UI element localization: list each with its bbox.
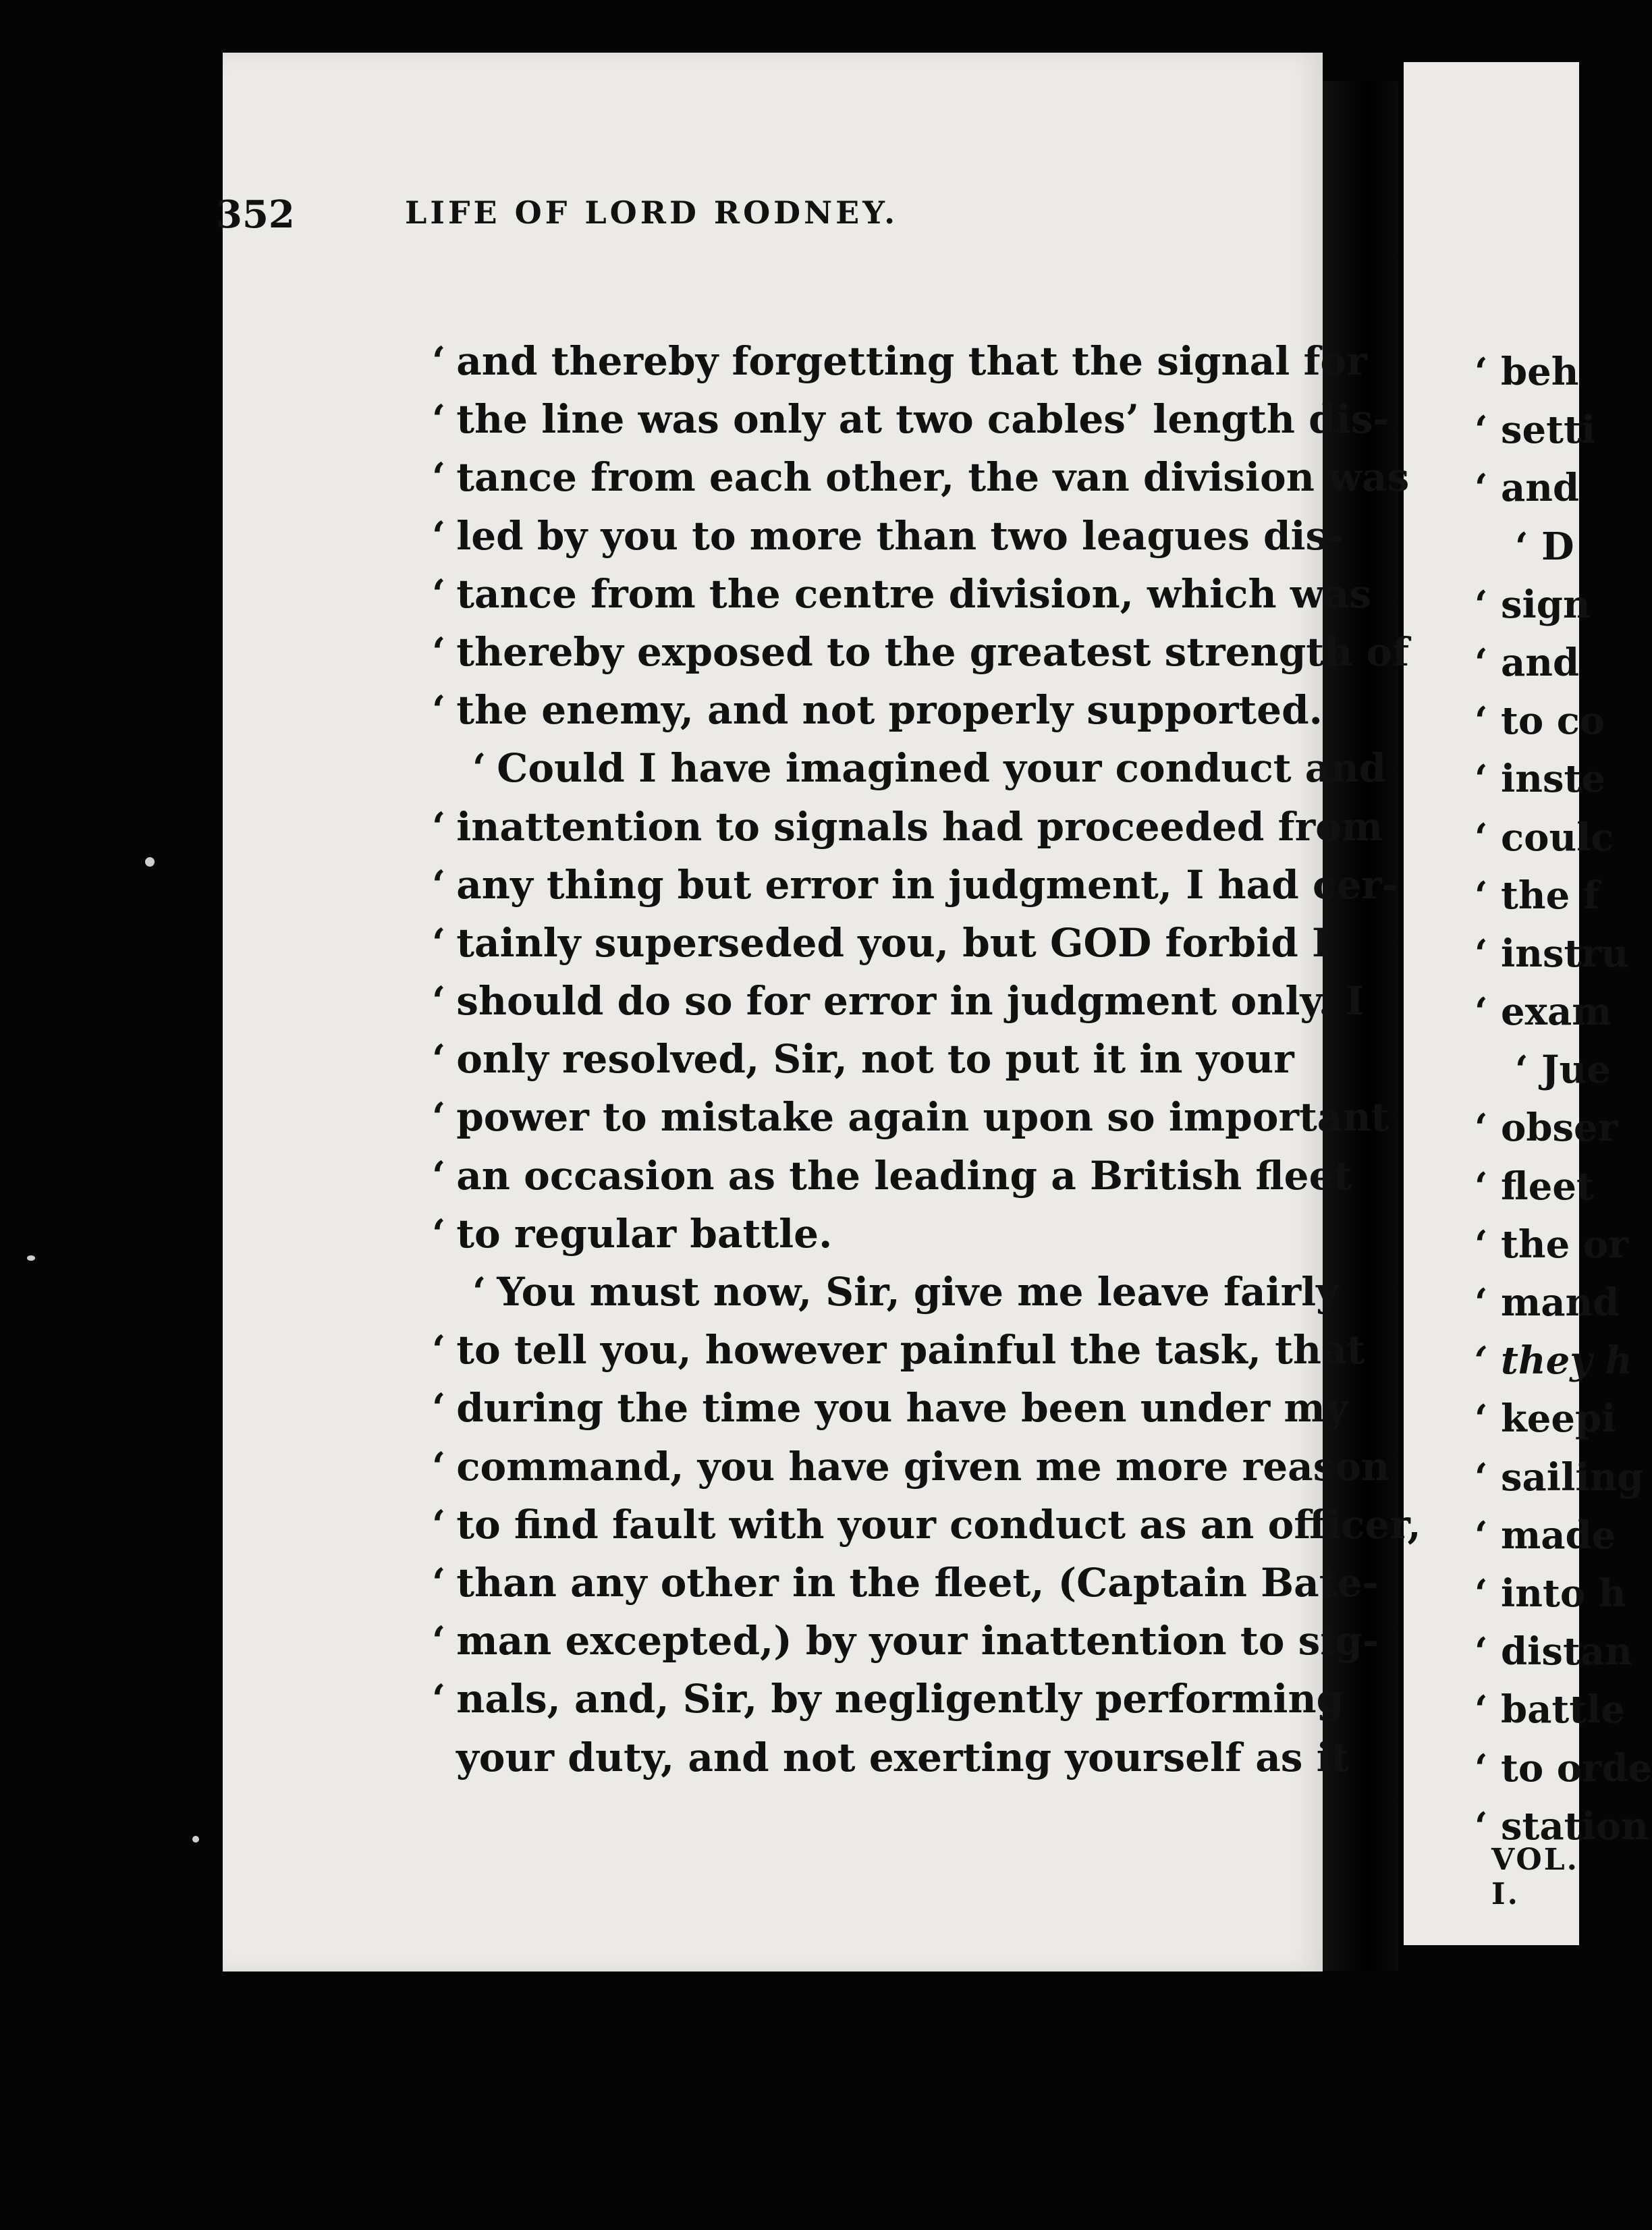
line-text: your duty, and not exerting yourself as it: [456, 1734, 1350, 1780]
line-text: inattention to signals had proceeded from: [456, 803, 1383, 850]
fragment-line: ‘ obser: [1475, 1106, 1618, 1151]
fragment-line: ‘ to orde: [1475, 1745, 1652, 1791]
text-line: ‘ to regular battle.: [432, 1205, 1255, 1263]
fragment-line: ‘ keepi: [1475, 1396, 1616, 1442]
fragment-line: ‘ mand: [1475, 1280, 1620, 1325]
fragment-line: ‘ exam: [1475, 989, 1612, 1035]
text-line: ‘ nals, and, Sir, by negligently performing: [432, 1670, 1255, 1728]
fragment-line: ‘ beh: [1475, 350, 1579, 394]
running-head: LIFE OF LORD RODNEY.: [405, 194, 899, 231]
text-line: ‘ than any other in the fleet, (Captain Bate-: [432, 1554, 1255, 1612]
line-text: to find fault with your conduct as an officer,: [456, 1501, 1421, 1548]
text-line: ‘ any thing but error in judgment, I had cer-: [432, 856, 1255, 914]
scan-speck: [192, 1836, 199, 1843]
line-text: tance from each other, the van division was: [456, 454, 1410, 501]
fragment-line: ‘ battle: [1475, 1687, 1626, 1733]
fragment-line: ‘ the or: [1475, 1222, 1628, 1267]
text-line: ‘ the enemy, and not properly supported.: [432, 681, 1255, 739]
text-line: ‘ should do so for error in judgment only. I: [432, 972, 1255, 1030]
left-page-body: [432, 332, 1421, 1787]
text-line: ‘ tainly superseded you, but GOD forbid I: [432, 914, 1255, 972]
line-text: thereby exposed to the greatest strength of: [456, 628, 1410, 675]
text-line: ‘ thereby exposed to the greatest strength of: [432, 623, 1255, 681]
line-text: to regular battle.: [456, 1210, 833, 1257]
text-line: ‘ You must now, Sir, give me leave fairly: [432, 1263, 1255, 1321]
fragment-line: ‘ sign: [1475, 582, 1591, 627]
line-text: any thing but error in judgment, I had cer-: [456, 861, 1398, 908]
scan-speck: [145, 857, 155, 867]
fragment-line: ‘ into h: [1475, 1571, 1626, 1616]
line-text: the line was only at two cables’ length dis-: [456, 396, 1389, 443]
line-text: command, you have given me more reason: [456, 1443, 1390, 1490]
line-text: Could I have imagined your conduct and: [497, 745, 1387, 792]
line-text: during the time you have been under my: [456, 1385, 1348, 1432]
text-line: ‘ tance from the centre division, which was: [432, 565, 1255, 623]
fragment-line: ‘ setti: [1475, 408, 1596, 453]
line-text: man excepted,) by your inattention to sig-: [456, 1618, 1379, 1664]
text-line: ‘ and thereby forgetting that the signal for: [432, 332, 1255, 390]
fragment-line: ‘ instru: [1475, 931, 1629, 976]
text-line: ‘ during the time you have been under my: [432, 1379, 1255, 1437]
text-line: ‘ command, you have given me more reason: [432, 1438, 1255, 1496]
text-line: ‘ man excepted,) by your inattention to sig-: [432, 1612, 1255, 1670]
fragment-line: ‘ made: [1475, 1513, 1616, 1558]
scan-speck: [27, 1255, 35, 1261]
fragment-line: ‘ fleet: [1475, 1164, 1594, 1209]
line-text: than any other in the fleet, (Captain Bate-: [456, 1559, 1379, 1606]
line-text: should do so for error in judgment only. I: [456, 978, 1364, 1025]
line-text: the enemy, and not properly supported.: [456, 687, 1323, 734]
text-line: ‘ the line was only at two cables’ length dis-: [432, 390, 1255, 448]
fragment-line: ‘ sailing: [1475, 1454, 1644, 1500]
line-text: tance from the centre division, which was: [456, 570, 1372, 617]
line-text: an occasion as the leading a British fleet: [456, 1152, 1352, 1199]
text-line: ‘ Could I have imagined your conduct and: [432, 739, 1255, 797]
fragment-line: ‘ and: [1475, 640, 1580, 685]
fragment-line: ‘ they h: [1475, 1338, 1632, 1384]
right-page-fragments: [1475, 343, 1652, 1855]
fragment-line: ‘ the f: [1475, 873, 1599, 918]
text-line: ‘ to find fault with your conduct as an officer,: [432, 1496, 1255, 1554]
line-text: You must now, Sir, give me leave fairly: [497, 1269, 1339, 1315]
line-text: tainly superseded you, but GOD forbid I: [456, 919, 1331, 966]
fragment-line: ‘ coulc: [1475, 815, 1614, 860]
line-text: power to mistake again upon so important: [456, 1094, 1389, 1141]
text-line: ‘ tance from each other, the van division was: [432, 448, 1255, 506]
fragment-line: ‘ and: [1475, 466, 1580, 511]
fragment-line: ‘ to co: [1475, 699, 1605, 744]
fragment-line: ‘ station: [1475, 1803, 1649, 1849]
text-line: ‘ led by you to more than two leagues dis-: [432, 507, 1255, 565]
fragment-line: ‘ distan: [1475, 1629, 1632, 1675]
text-line: ‘ to tell you, however painful the task, that: [432, 1321, 1255, 1379]
line-text: to tell you, however painful the task, that: [456, 1327, 1365, 1374]
fragment-line: ‘ D: [1515, 524, 1574, 569]
line-text: only resolved, Sir, not to put it in your: [456, 1036, 1294, 1083]
fragment-line: ‘ inste: [1475, 757, 1606, 802]
text-line: ‘ power to mistake again upon so important: [432, 1088, 1255, 1146]
page-number: 352: [216, 192, 295, 237]
volume-label: VOL. I.: [1491, 1843, 1579, 1911]
line-text: nals, and, Sir, by negligently performing: [456, 1676, 1344, 1722]
text-line: ‘ inattention to signals had proceeded from: [432, 798, 1255, 856]
text-line: ‘ an occasion as the leading a British fleet: [432, 1147, 1255, 1205]
line-text: and thereby forgetting that the signal for: [456, 338, 1367, 384]
text-line: [432, 1729, 1350, 1787]
line-text: led by you to more than two leagues dis-: [456, 512, 1344, 559]
fragment-line: ‘ Jue: [1515, 1048, 1611, 1093]
text-line: ‘ only resolved, Sir, not to put it in your: [432, 1030, 1255, 1088]
